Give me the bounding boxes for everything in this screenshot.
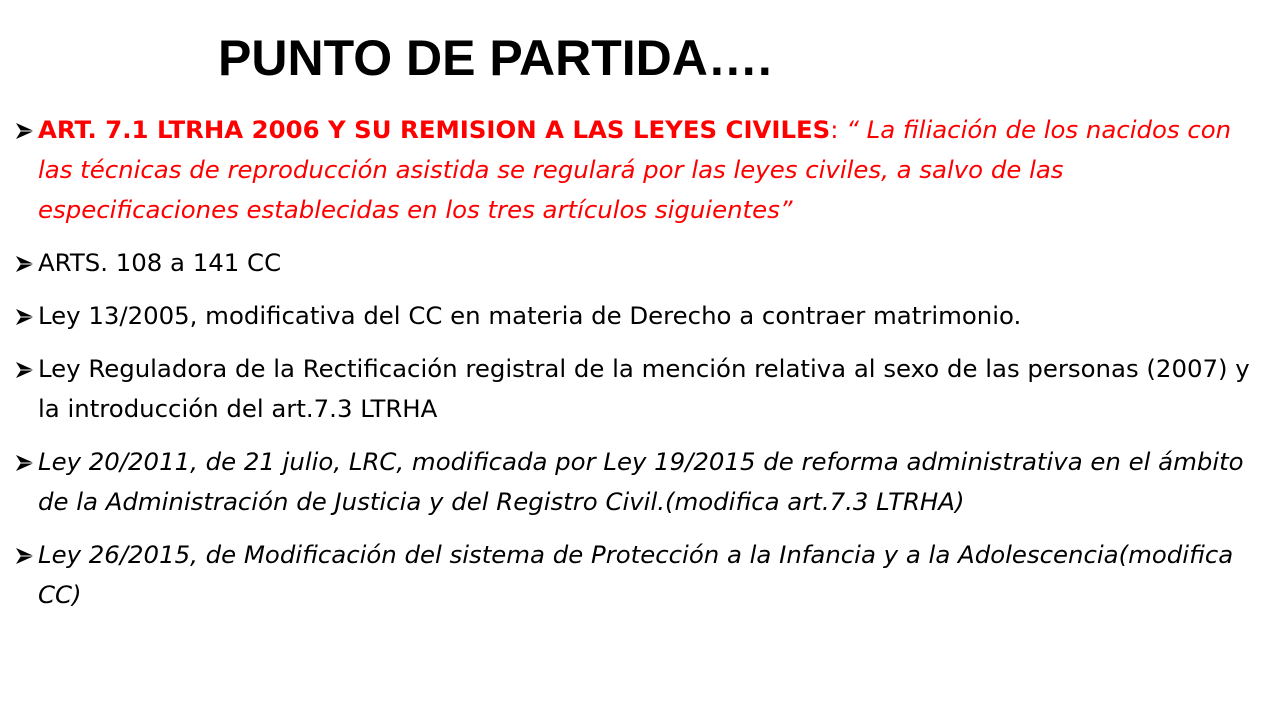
bullet-item-ley-13-2005 [16,296,1266,336]
bullet-item-ley-reguladora [16,349,1266,429]
bullet-separator: : [830,115,847,144]
bullet-quote: “ La filiación de los nacidos con las técnicas de reproducción asistida se regulará por las leyes civiles, a salvo de las especificaciones establecidas en los tres artículos siguientes” [38,115,1232,224]
arrowhead-bullet-icon [16,256,34,272]
arrowhead-bullet-icon [16,455,34,471]
bullet-text: Ley 20/2011, de 21 julio, LRC, modificada por Ley 19/2015 de reforma administrativa en el ámbito de la Administración de Justicia y del Registro Civil.(modifica art.7.3 LTRHA) [38,447,1244,516]
arrowhead-bullet-icon [16,362,34,378]
bullet-item-art71 [16,110,1266,230]
bullet-list [16,110,1266,628]
bullet-text: Ley 13/2005, modificativa del CC en materia de Derecho a contraer matrimonio. [38,301,1022,330]
bullet-item-ley-20-2011 [16,442,1266,522]
bullet-text: Ley Reguladora de la Rectificación registral de la mención relativa al sexo de las personas (2007) y la introducción del art.7.3 LTRHA [38,354,1250,423]
bullet-item-arts-cc [16,243,1266,283]
slide-title: PUNTO DE PARTIDA…. [218,30,772,86]
bullet-text: Ley 26/2015, de Modificación del sistema de Protección a la Infancia y a la Adolescencia(modifica CC) [38,540,1234,609]
arrowhead-bullet-icon [16,309,34,325]
bullet-item-ley-26-2015 [16,535,1266,615]
arrowhead-bullet-icon [16,548,34,564]
bullet-text: ARTS. 108 a 141 CC [38,248,282,277]
arrowhead-bullet-icon [16,123,34,139]
bullet-lead: ART. 7.1 LTRHA 2006 Y SU REMISION A LAS LEYES CIVILES [38,115,831,144]
